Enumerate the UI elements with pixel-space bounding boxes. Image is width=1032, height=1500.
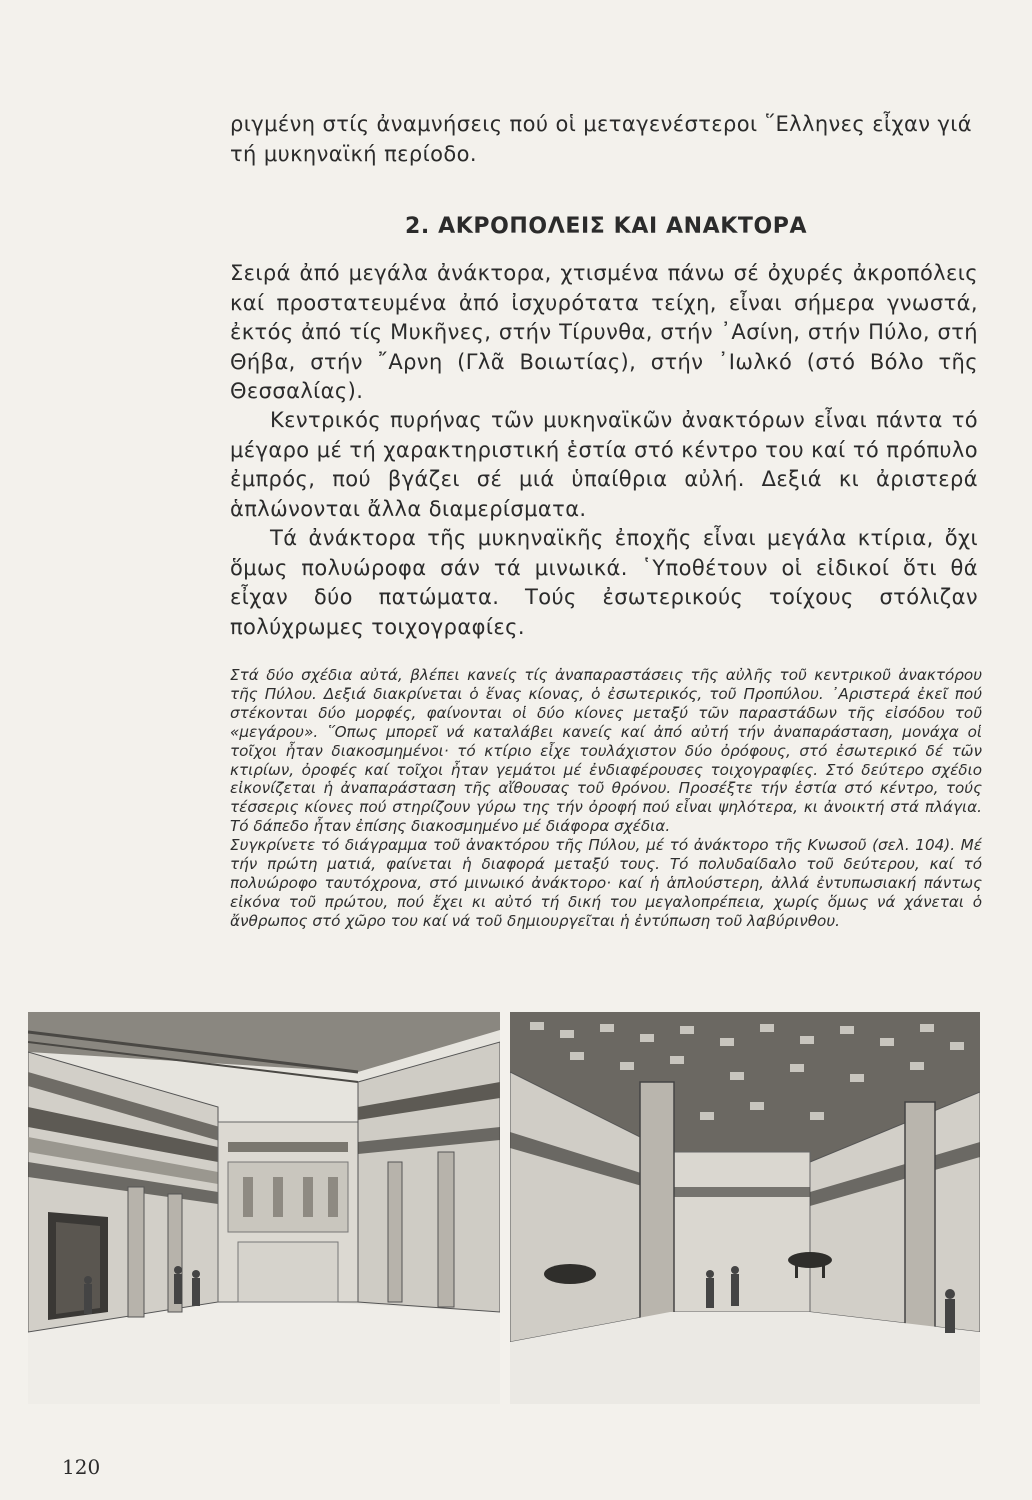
paragraph-3: Τά ἀνάκτορα τῆς μυκηναϊκῆς ἐποχῆς εἶναι μεγάλα κτίρια, ὄχι ὅμως πολυώροφα σάν τά μινωικά. ῾Υποθέτουν οἱ εἰδικοί ὅτι θά εἶχαν δύο πατώματα. Τούς ἐσωτερικούς τοίχους στόλιζαν πολύχρωμες τοιχογραφίες.: [230, 526, 978, 639]
intro-text: ριγμένη στίς ἀναμνήσεις πού οἱ μεταγενέστεροι ῞Ελληνες εἶχαν γιά τή μυκηναϊκή περίοδο.: [230, 112, 973, 166]
paragraph-2: Κεντρικός πυρήνας τῶν μυκηναϊκῶν ἀνακτόρων εἶναι πάντα τό μέγαρο μέ τή χαρακτηριστική ἑστία στό κέντρο του καί τό πρόπυλο ἐμπρός, πού βγάζει σέ μιά ὑπαίθρια αὐλή. Δεξιά κι ἀριστερά ἁπλώνονται ἄλλα διαμερίσματα.: [230, 408, 978, 521]
caption-paragraph-2: Συγκρίνετε τό διάγραμμα τοῦ ἀνακτόρου τῆς Πύλου, μέ τό ἀνάκτορο τῆς Κνωσοῦ (σελ. 104). Μέ τήν πρώτη ματιά, φαίνεται ἡ διαφορά μεταξύ τους. Τό πολυδαίδαλο τοῦ δεύτερου, καί τό πολυώροφο ταυτόχρονα, στό μινωικό ἀνάκτορο· καί ἡ ἁπλούστερη, ἀλλά ἐντυπωσιακή πάντως εἰκόνα τοῦ πρώτου, πού ἔχει κι αὐτό τή δική του μεγαλοπρέπεια, χωρίς ὅμως νά χάνεται ὁ ἄνθρωπος στό χῶρο του καί νά τοῦ δημιουργεῖται ἡ ἐντύπωση τοῦ λαβύρινθου.: [230, 836, 982, 930]
paragraph-1: Σειρά ἀπό μεγάλα ἀνάκτορα, χτισμένα πάνω σέ ὀχυρές ἀκροπόλεις καί προστατευμένα ἀπό ἰσχυρότατα τείχη, εἶναι σήμερα γνωστά, ἐκτός ἀπό τίς Μυκῆνες, στήν Τίρυνθα, στήν ᾽Ασίνη, στήν Πύλο, στή Θήβα, στήν ῎Αρνη (Γλᾶ Βοιωτίας), στήν ᾽Ιωλκό (στό Βόλο τῆς Θεσσαλίας).: [230, 261, 978, 403]
caption-paragraph-1: Στά δύο σχέδια αὐτά, βλέπει κανείς τίς ἀναπαραστάσεις τῆς αὐλῆς τοῦ κεντρικοῦ ἀνακτόρου τῆς Πύλου. Δεξιά διακρίνεται ὁ ἕνας κίονας, ὁ ἐσωτερικός, τοῦ Προπύλου. ᾽Αριστερά ἐκεῖ πού στέκονται δύο μορφές, φαίνονται οἱ δύο κίονες μεταξύ τῶν παραστάδων τῆς εἰσόδου τοῦ «μεγάρου». ῞Οπως μπορεῖ νά καταλάβει κανείς καί ἀπό αὐτή τήν ἀναπαράσταση, μονάχα οἱ τοῖχοι ἦταν διακοσμημένοι· τό κτίριο εἶχε τουλάχιστον δύο ὀρόφους, στό ἐσωτερικό δέ τῶν κτιρίων, ὀροφές καί τοῖχοι ἦταν γεμάτοι μέ ἐνδιαφέρουσες τοιχογραφίες. Στό δεύτερο σχέδιο εἰκονίζεται ἡ ἀναπαράσταση τῆς αἴθουσας τοῦ θρόνου. Προσέξτε τήν ἑστία στό κέντρο, τούς τέσσερις κίονες πού στηρίζουν γύρω της τήν ὀροφή πού εἶναι ψηλότερα, κι ἀνοικτή στά πλάγια. Τό δάπεδο ἦταν ἐπίσης διακοσμημένο μέ διάφορα σχέδια.: [230, 666, 982, 836]
courtyard-illustration: [28, 1012, 500, 1404]
figure-caption: [230, 666, 982, 931]
throne-room-illustration: [510, 1012, 980, 1404]
courtyard-drawing: [28, 1012, 500, 1404]
section-heading: 2. ΑΚΡΟΠΟΛΕΙΣ ΚΑΙ ΑΝΑΚΤΟΡΑ: [405, 214, 808, 239]
page-number: 120: [62, 1455, 101, 1479]
throne-room-drawing: [510, 1012, 980, 1404]
